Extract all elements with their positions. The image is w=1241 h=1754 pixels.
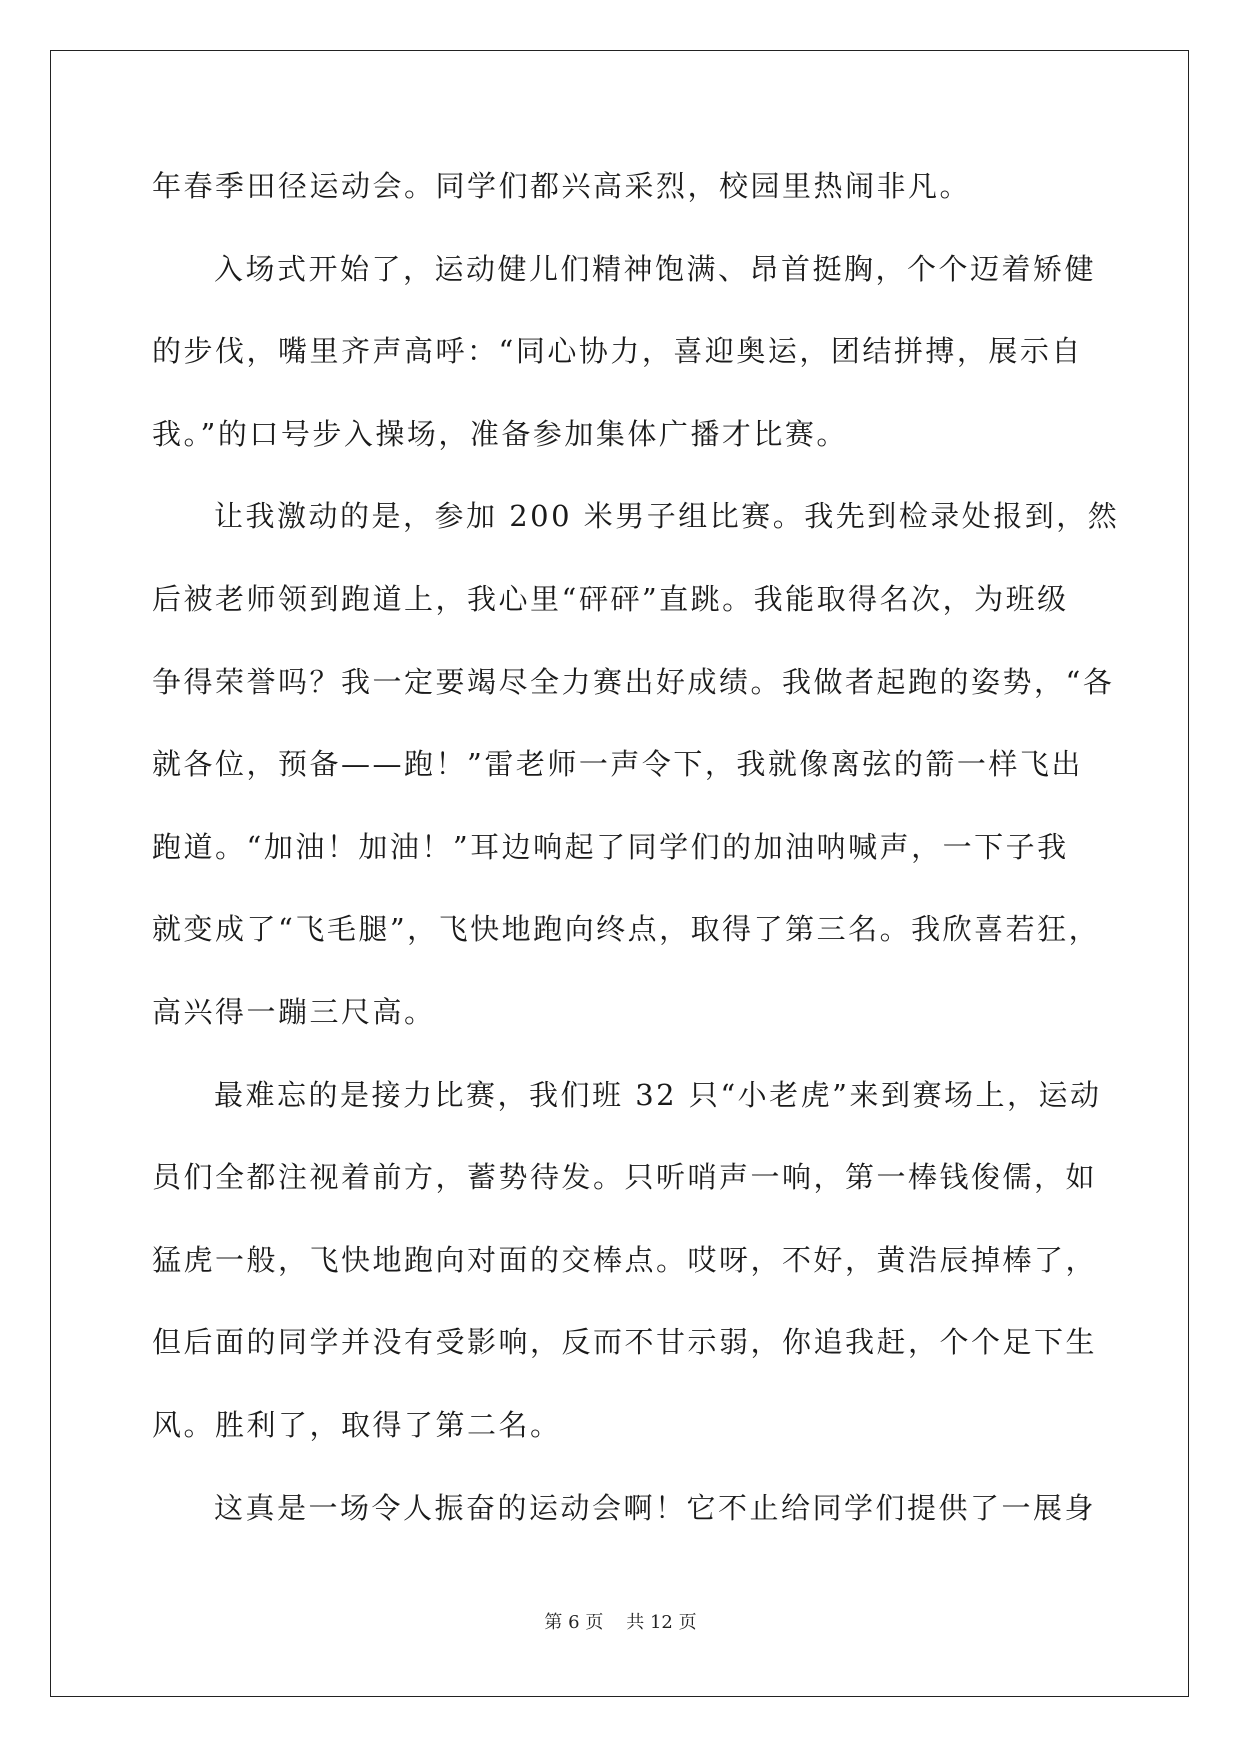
text-line: 的步伐，嘴里齐声高呼：“同心协力，喜迎奥运，团结拼搏，展示自 <box>152 334 1083 369</box>
text-line: 入场式开始了，运动健儿们精神饱满、昂首挺胸，个个迈着矫健 <box>214 251 1097 286</box>
text-line: 猛虎一般，飞快地跑向对面的交棒点。哎呀，不好，黄浩辰掉棒了， <box>152 1242 1098 1277</box>
text-line: 最难忘的是接力比赛，我们班 32 只“小老虎”来到赛场上，运动 <box>214 1077 1102 1112</box>
text-line: 这真是一场令人振奋的运动会啊！它不止给同学们提供了一展身 <box>214 1490 1097 1525</box>
document-body <box>152 156 1120 1560</box>
text-line: 跑道。“加油！加油！”耳边响起了同学们的加油呐喊声，一下子我 <box>152 829 1069 864</box>
page-total: 共 12 页 <box>626 1612 697 1633</box>
text-line: 员们全都注视着前方，蓄势待发。只听哨声一响，第一棒钱俊儒，如 <box>152 1160 1098 1195</box>
text-line: 风。胜利了，取得了第二名。 <box>152 1407 562 1442</box>
page-footer <box>0 1608 1241 1634</box>
text-line: 就变成了“飞毛腿”，飞快地跑向终点，取得了第三名。我欣喜若狂， <box>152 912 1101 947</box>
text-line: 就各位，预备——跑！”雷老师一声令下，我就像离弦的箭一样飞出 <box>152 747 1083 782</box>
page-number: 第 6 页 <box>544 1612 604 1633</box>
text-line: 高兴得一蹦三尺高。 <box>152 994 436 1029</box>
text-line: 我。”的口号步入操场，准备参加集体广播才比赛。 <box>152 416 848 451</box>
text-line: 年春季田径运动会。同学们都兴高采烈，校园里热闹非凡。 <box>152 169 972 203</box>
text-line: 争得荣誉吗？我一定要竭尽全力赛出好成绩。我做者起跑的姿势，“各 <box>152 664 1115 699</box>
text-line: 后被老师领到跑道上，我心里“砰砰”直跳。我能取得名次，为班级 <box>152 581 1069 616</box>
text-line: 但后面的同学并没有受影响，反而不甘示弱，你追我赶，个个足下生 <box>152 1325 1098 1360</box>
text-line: 让我激动的是，参加 200 米男子组比赛。我先到检录处报到，然 <box>214 499 1120 534</box>
